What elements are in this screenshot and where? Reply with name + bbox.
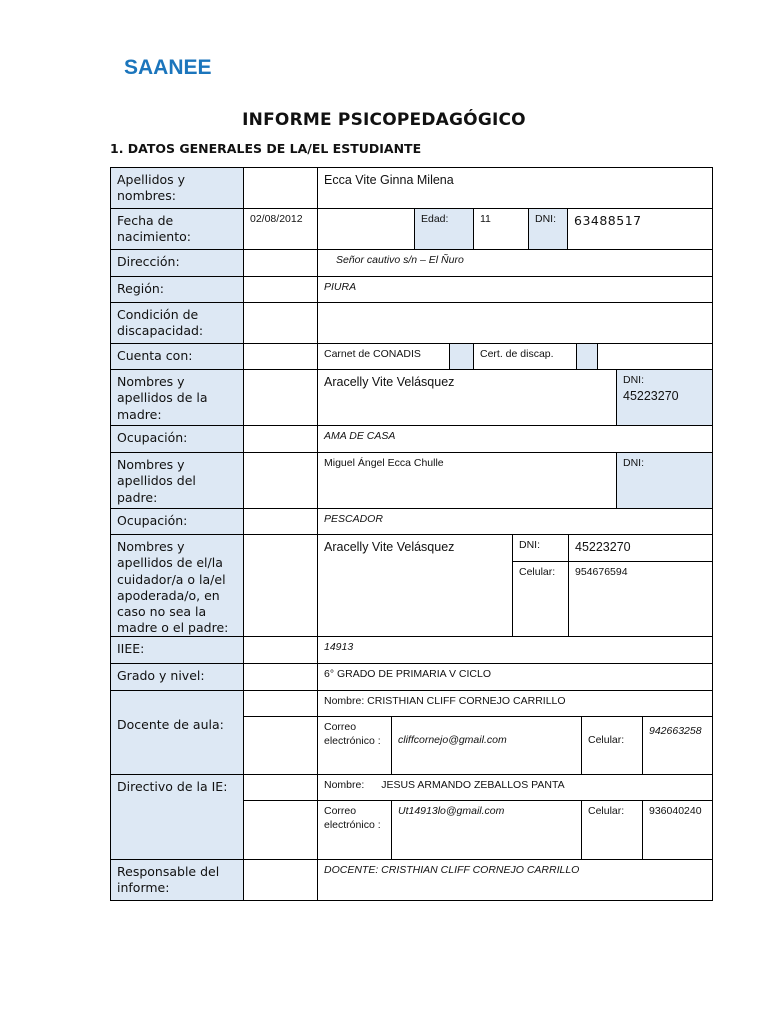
birth-label: Fecha de nacimiento: <box>110 208 244 250</box>
disability-label: Condición de discapacidad: <box>110 302 244 344</box>
teacher-email-spacer-cell <box>243 716 318 775</box>
director-phone-value: 936040240 <box>642 800 713 860</box>
conadis-option: Carnet de CONADIS <box>317 343 450 370</box>
director-label: Directivo de la IE: <box>110 774 244 860</box>
guardian-name-value: Aracelly Vite Velásquez <box>317 534 513 637</box>
mother-job-label: Ocupación: <box>110 425 244 453</box>
grade-label: Grado y nivel: <box>110 663 244 691</box>
birth-spacer-cell <box>317 208 415 250</box>
age-label: Edad: <box>414 208 474 250</box>
guardian-dni-value: 45223270 <box>568 534 713 562</box>
region-label: Región: <box>110 276 244 303</box>
father-job-value: PESCADOR <box>317 508 713 535</box>
has-label: Cuenta con: <box>110 343 244 370</box>
iiee-value: 14913 <box>317 636 713 664</box>
certificate-option: Cert. de discap. <box>473 343 577 370</box>
teacher-spacer-cell <box>243 690 318 717</box>
teacher-email-label: Correo electrónico : <box>317 716 392 775</box>
birth-date-value: 02/08/2012 <box>243 208 318 250</box>
grade-spacer-cell <box>243 663 318 691</box>
mother-job-spacer-cell <box>243 425 318 453</box>
director-name-value: JESUS ARMANDO ZEBALLOS PANTA <box>381 779 565 791</box>
mother-dni-cell <box>616 369 713 426</box>
guardian-spacer-cell <box>243 534 318 637</box>
guardian-phone-label: Celular: <box>512 561 569 637</box>
director-spacer-cell <box>243 774 318 801</box>
responsible-value: DOCENTE: CRISTHIAN CLIFF CORNEJO CARRILLO <box>317 859 713 901</box>
address-label: Dirección: <box>110 249 244 277</box>
disability-spacer-cell <box>243 302 318 344</box>
has-empty-cell <box>597 343 713 370</box>
father-dni-label: DNI: <box>616 452 713 509</box>
guardian-phone-value: 954676594 <box>568 561 713 637</box>
address-spacer-cell <box>243 249 318 277</box>
father-job-spacer-cell <box>243 508 318 535</box>
has-spacer-cell <box>243 343 318 370</box>
logo: SAANEE <box>124 56 212 79</box>
mother-dni-label: DNI: <box>623 374 644 386</box>
iiee-spacer-cell <box>243 636 318 664</box>
teacher-email-value: cliffcornejo@gmail.com <box>391 716 582 775</box>
director-name-cell <box>317 774 713 801</box>
mother-spacer-cell <box>243 369 318 426</box>
certificate-checkbox <box>576 343 598 370</box>
responsible-spacer-cell <box>243 859 318 901</box>
director-email-value: Ut14913lo@gmail.com <box>391 800 582 860</box>
mother-label: Nombres y apellidos de la madre: <box>110 369 244 426</box>
grade-value: 6° GRADO DE PRIMARIA V CICLO <box>317 663 713 691</box>
father-label: Nombres y apellidos del padre: <box>110 452 244 509</box>
guardian-label: Nombres y apellidos de el/la cuidador/a o la/el apoderada/o, en caso no sea la madre o el padre: <box>110 534 244 637</box>
responsible-label: Responsable del informe: <box>110 859 244 901</box>
address-value: Señor cautivo s/n – El Ñuro <box>317 249 713 277</box>
mother-job-value: AMA DE CASA <box>317 425 713 453</box>
student-name-value: Ecca Vite Ginna Milena <box>317 167 713 209</box>
student-dni-value: 63488517 <box>567 208 713 250</box>
name-label: Apellidos y nombres: <box>110 167 244 209</box>
director-name-prefix: Nombre: <box>324 779 365 791</box>
director-email-spacer-cell <box>243 800 318 860</box>
teacher-name-value: Nombre: CRISTHIAN CLIFF CORNEJO CARRILLO <box>317 690 713 717</box>
teacher-phone-label: Celular: <box>581 716 643 775</box>
guardian-dni-label: DNI: <box>512 534 569 562</box>
conadis-checkbox <box>449 343 474 370</box>
iiee-label: IIEE: <box>110 636 244 664</box>
student-dni-label: DNI: <box>528 208 568 250</box>
mother-dni-value: 45223270 <box>623 388 679 403</box>
page-title: INFORME PSICOPEDAGÓGICO <box>242 110 526 130</box>
father-name-value: Miguel Ángel Ecca Chulle <box>317 452 617 509</box>
region-value: PIURA <box>317 276 713 303</box>
father-spacer-cell <box>243 452 318 509</box>
father-job-label: Ocupación: <box>110 508 244 535</box>
teacher-phone-value: 942663258 <box>642 716 713 775</box>
mother-name-value: Aracelly Vite Velásquez <box>317 369 617 426</box>
region-spacer-cell <box>243 276 318 303</box>
age-value: 11 <box>473 208 529 250</box>
teacher-label: Docente de aula: <box>110 690 244 775</box>
director-email-label: Correo electrónico : <box>317 800 392 860</box>
disability-value <box>317 302 713 344</box>
name-spacer-cell <box>243 167 318 209</box>
director-phone-label: Celular: <box>581 800 643 860</box>
section-heading: 1. DATOS GENERALES DE LA/EL ESTUDIANTE <box>110 141 422 156</box>
